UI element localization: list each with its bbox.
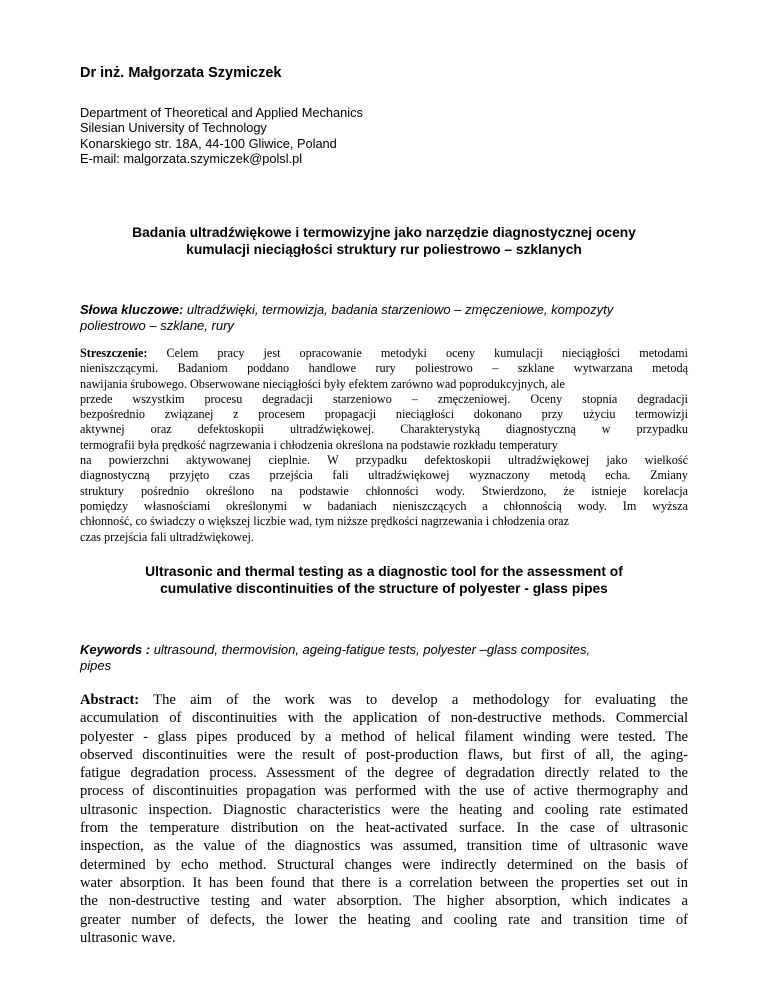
abstract-english-line: polyester - glass pipes produced by a method of helical filament winding were tested. The xyxy=(80,728,688,745)
title-polish-line: kumulacji nieciągłości struktury rur poliestrowo – szklanych xyxy=(186,242,582,257)
abstract-english-line: determined by echo method. Structural changes were indirectly determined on the basis of xyxy=(80,856,688,873)
abstract-polish-line: Celem pracy jest opracowanie metodyki oceny kumulacji nieciągłości metodami xyxy=(147,346,688,360)
keywords-english-label: Keywords : xyxy=(80,642,151,657)
affiliation-email: E-mail: malgorzata.szymiczek@polsl.pl xyxy=(80,150,303,166)
abstract-polish xyxy=(80,346,688,545)
keywords-english-text: pipes xyxy=(80,658,112,673)
abstract-english-line: The aim of the work was to develop a methodology for evaluating the xyxy=(139,692,688,708)
author-name: Dr inż. Małgorzata Szymiczek xyxy=(80,65,282,81)
abstract-polish-line: czas przejścia fali ultradźwiękowej. xyxy=(80,529,254,544)
abstract-polish-label: Streszczenie: xyxy=(80,346,148,360)
abstract-english-line: ultrasonic inspection. Diagnostic characteristics were the heating and cooling rate estimated xyxy=(80,801,688,818)
abstract-english-line: greater number of defects, the lower the heating and cooling rate and transition time of xyxy=(80,911,688,928)
title-english-line: cumulative discontinuities of the structure of polyester - glass pipes xyxy=(160,581,608,596)
abstract-english xyxy=(80,691,688,947)
title-english-line: Ultrasonic and thermal testing as a diagnostic tool for the assessment of xyxy=(145,564,623,579)
title-english xyxy=(80,563,688,597)
abstract-english-line: observed discontinuities were the result of post-production flaws, but first of all, the aging- xyxy=(80,746,688,763)
abstract-polish-line: nieniszczącymi. Badaniom poddano handlowe rury poliestrowo – szklane wytwarzana metodą xyxy=(80,361,688,376)
abstract-english-line: accumulation of discontinuities with the application of non-destructive methods. Commercial xyxy=(80,710,688,727)
keywords-polish xyxy=(80,302,680,334)
keywords-polish-text: ultradźwięki, termowizja, badania starzeniowo – zmęczeniowe, kompozyty xyxy=(183,302,614,317)
title-polish-line: Badania ultradźwiękowe i termowizyjne jako narzędzie diagnostycznej oceny xyxy=(132,225,636,240)
abstract-polish-line: aktywnej oraz defektoskopii ultradźwiękowej. Charakterystyką diagnostyczną w przypadku xyxy=(80,422,688,437)
abstract-polish-line: diagnostyczną przyjęto czas przejścia fali ultradźwiękowej wyznaczony metodą echa. Zmiany xyxy=(80,468,688,483)
keywords-english xyxy=(80,642,680,674)
keywords-polish-text: poliestrowo – szklane, rury xyxy=(80,318,234,333)
abstract-english-line: the non-destructive testing and water absorption. The higher absorption, which indicates a xyxy=(80,893,688,910)
title-polish xyxy=(80,224,688,258)
abstract-polish-line: bezpośrednio związanej z procesem propagacji nieciągłości dokonano przy użyciu termowizji xyxy=(80,407,688,422)
abstract-english-line: water absorption. It has been found that there is a correlation between the properties set out in xyxy=(80,874,688,891)
abstract-english-line: ultrasonic wave. xyxy=(80,929,176,946)
keywords-english-text: ultrasound, thermovision, ageing-fatigue tests, polyester –glass composites, xyxy=(150,642,591,657)
abstract-english-line: from the temperature distribution on the heat-activated surface. In the case of ultrasonic xyxy=(80,820,688,837)
abstract-polish-line: struktury pośrednio określono na podstawie chłonności wody. Stwierdzono, że istnieje korelacja xyxy=(80,483,688,498)
abstract-english-label: Abstract: xyxy=(80,692,140,708)
affiliation-university: Silesian University of Technology xyxy=(80,120,267,136)
abstract-english-line: process of discontinuities propagation was performed with the use of active thermography and xyxy=(80,783,688,800)
affiliation-address: Konarskiego str. 18A, 44-100 Gliwice, Poland xyxy=(80,135,337,151)
author-affiliation xyxy=(80,105,680,166)
abstract-english-line: fatigue degradation process. Assessment of the degree of degradation directly related to the xyxy=(80,765,688,782)
abstract-english-line: inspection, as the value of the diagnostics was assumed, transition time of ultrasonic wave xyxy=(80,838,688,855)
abstract-polish-line: pomiędzy własnościami określonymi w badaniach nieniszczących a chłonnością wody. Im wyższa xyxy=(80,498,688,513)
abstract-polish-line: termografii była prędkość nagrzewania i chłodzenia określona na podstawie rozkładu temperatury xyxy=(80,437,558,452)
affiliation-department: Department of Theoretical and Applied Mechanics xyxy=(80,105,363,120)
abstract-polish-line: przede wszystkim procesu degradacji starzeniowo – zmęczeniowej. Oceny stopnia degradacji xyxy=(80,391,688,406)
abstract-polish-line: na powierzchni aktywowanej cieplnie. W przypadku defektoskopii ultradźwiękowej jako wielkość xyxy=(80,453,688,468)
abstract-polish-line: nawijania śrubowego. Obserwowane nieciągłości były efektem zarówno wad poprodukcyjnych, ale xyxy=(80,376,565,391)
abstract-polish-line: chłonność, co świadczy o większej liczbie wad, tym niższe prędkości nagrzewania i chłodzenia oraz xyxy=(80,514,569,529)
keywords-polish-label: Słowa kluczowe: xyxy=(80,302,184,317)
